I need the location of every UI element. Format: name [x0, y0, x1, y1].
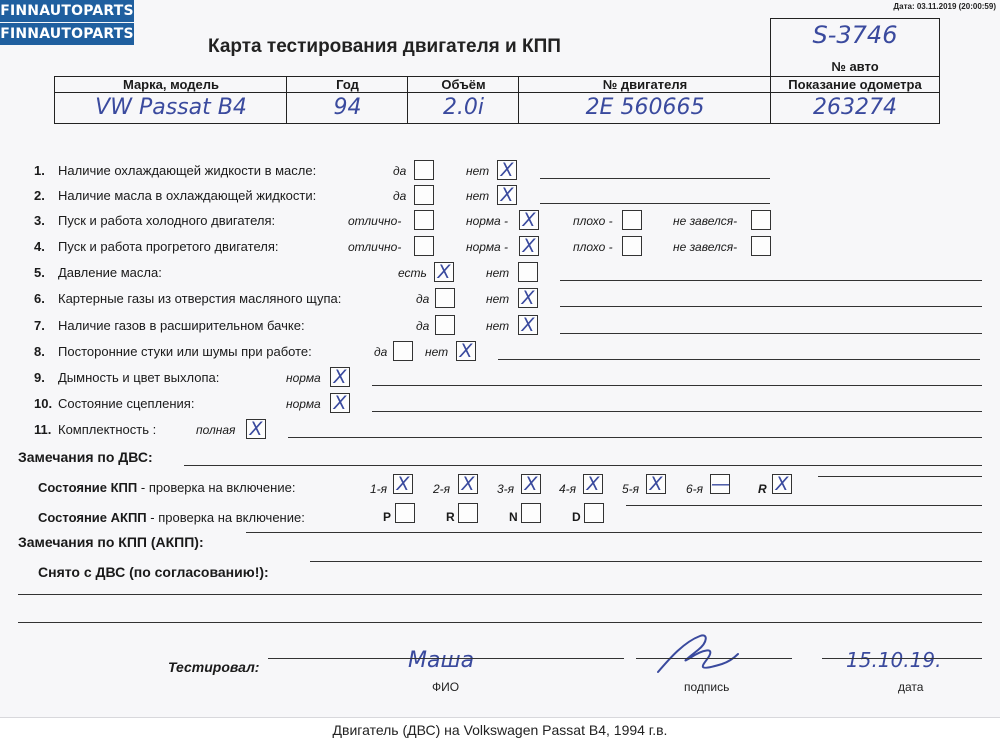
check-row-11: 11. Комплектность : полная X: [0, 419, 1000, 441]
checkbox-yes[interactable]: [393, 341, 413, 361]
check-row-6: 6. Картерные газы из отверстия масляного щупа: да нет X: [0, 288, 1000, 310]
gearbox-remarks-label: Замечания по КПП (АКПП):: [18, 534, 204, 550]
removed-line: [310, 561, 982, 562]
check-label: Пуск и работа холодного двигателя:: [58, 213, 276, 228]
value-volume: 2.0i: [442, 95, 485, 120]
date-caption: дата: [898, 680, 924, 694]
date-stamp: Дата: 03.11.2019 (20:00:59): [893, 2, 996, 11]
blank-line: [18, 622, 982, 623]
vehicle-table: [54, 76, 940, 124]
checkbox-excellent[interactable]: [414, 236, 434, 256]
registration-box: [770, 18, 940, 58]
check-label: Посторонние стуки или шумы при работе:: [58, 344, 312, 359]
value-odometer: 263274: [813, 95, 897, 120]
check-label: Состояние сцепления:: [58, 396, 195, 411]
check-label: Пуск и работа прогретого двигателя:: [58, 239, 279, 254]
checkbox-bad[interactable]: [622, 210, 642, 230]
checkbox-no-start[interactable]: [751, 236, 771, 256]
note-line: [372, 411, 982, 412]
note-line: [540, 178, 770, 179]
check-row-1: 1. Наличие охлаждающей жидкости в масле: да нет X: [0, 160, 1000, 182]
name-line: [268, 658, 624, 659]
image-caption: Двигатель (ДВС) на Volkswagen Passat B4, 1994 г.в.: [332, 722, 668, 738]
check-row-4: 4. Пуск и работа прогретого двигателя: отлично- норма - X плохо - не завелся-: [0, 236, 1000, 258]
date-line: [822, 658, 982, 659]
gear-4-checkbox[interactable]: X: [583, 474, 603, 494]
value-engine-number: 2E 560665: [585, 95, 705, 120]
signature-scribble: [650, 628, 740, 678]
note-line: [560, 333, 982, 334]
check-label: Наличие газов в расширительном бачке:: [58, 318, 305, 333]
header-engine-number: № двигателя: [602, 77, 688, 92]
signature-line: [636, 658, 792, 659]
check-row-10: 10. Состояние сцепления: норма X: [0, 393, 1000, 415]
watermark-logo: FINNAUTOPARTS: [0, 0, 134, 22]
checkbox-no-start[interactable]: [751, 210, 771, 230]
value-make-model: VW Passat B4: [95, 95, 247, 120]
gear-reverse-checkbox[interactable]: X: [772, 474, 792, 494]
page-title: Карта тестирования двигателя и КПП: [208, 36, 561, 57]
checkbox-yes[interactable]: [435, 288, 455, 308]
checkbox-yes[interactable]: [414, 185, 434, 205]
checkbox-yes[interactable]: [414, 160, 434, 180]
signature-caption: подпись: [684, 680, 730, 694]
note-line: [560, 306, 982, 307]
header-volume: Объём: [441, 77, 486, 92]
check-label: Наличие охлаждающей жидкости в масле:: [58, 163, 317, 178]
check-row-3: 3. Пуск и работа холодного двигателя: отлично- норма - X плохо - не завелся-: [0, 210, 1000, 232]
check-label: Дымность и цвет выхлопа:: [58, 370, 220, 385]
check-label: Картерные газы из отверстия масляного щупа:: [58, 291, 342, 306]
position-n-checkbox[interactable]: [521, 503, 541, 523]
checkbox-absent[interactable]: [518, 262, 538, 282]
gear-2-checkbox[interactable]: X: [458, 474, 478, 494]
auto-gearbox-label: Состояние АКПП - проверка на включение:: [38, 510, 305, 525]
gear-1-checkbox[interactable]: X: [393, 474, 413, 494]
name-caption: ФИО: [432, 680, 460, 694]
gear-5-checkbox[interactable]: X: [646, 474, 666, 494]
registration-label: № авто: [770, 58, 940, 76]
position-r-checkbox[interactable]: [458, 503, 478, 523]
checkbox-normal[interactable]: X: [519, 236, 539, 256]
manual-gearbox-line: [818, 476, 982, 477]
checkbox-excellent[interactable]: [414, 210, 434, 230]
checkbox-no[interactable]: X: [518, 315, 538, 335]
check-row-8: 8. Посторонние стуки или шумы при работе: да нет X: [0, 341, 1000, 363]
checkbox-present[interactable]: X: [434, 262, 454, 282]
check-row-9: 9. Дымность и цвет выхлопа: норма X: [0, 367, 1000, 389]
note-line: [288, 437, 982, 438]
position-d-checkbox[interactable]: [584, 503, 604, 523]
header-odometer: Показание одометра: [788, 77, 922, 92]
checkbox-no[interactable]: X: [456, 341, 476, 361]
note-line: [560, 280, 982, 281]
check-row-5: 5. Давление масла: есть X нет: [0, 262, 1000, 284]
removed-label: Снято с ДВС (по согласованию!):: [38, 564, 269, 580]
checkbox-normal[interactable]: X: [519, 210, 539, 230]
tested-by-label: Тестировал:: [168, 659, 260, 675]
checkbox-yes[interactable]: [435, 315, 455, 335]
note-line: [372, 385, 982, 386]
check-label: Комплектность :: [58, 422, 157, 437]
header-year: Год: [336, 77, 359, 92]
check-label: Давление масла:: [58, 265, 162, 280]
test-card-sheet: FINNAUTOPARTS FINNAUTOPARTS Дата: 03.11.2019 (20:00:59) Карта тестирования двигателя и КПП S-3746 № авто Марка, модель Год Объём № двигателя Показание одометра VW Passat B4 94 2.0i 2E 560665 263274 1. Наличие охлаждающей жидкости в масле: да нет X 2. Наличие масла в охлаждающей жидкости: да нет X 3. Пуск и работа холодного двигателя: отлично- норма - X плохо - не завелся- 4. Пуск и работа прогретого двигателя: отлично- норма - X плохо - не завелся- 5. Давление масла: есть X нет 6. Картерные газы из отверстия масляного щупа: да нет X 7. Наличие газов в расширительном бачке: да нет X 8. Посторонние стуки или шумы при работе: да нет X 9. Дымность и цвет выхлопа: норма X 10. Состояние сцепления: норма X 11. Комплектность : полная X Замечания по ДВС: Состояние КПП - проверка на включение: 1-я X 2-я X 3-я X 4-я X 5-я X 6-я — R X Состояние АКПП - проверка на включение: P R N D Замечания по КПП (АКПП): Снято с ДВС (по согласованию!): Тестировал: Маша ФИО подпись 15.10.19. дата: [0, 0, 1000, 718]
check-label: Наличие масла в охлаждающей жидкости:: [58, 188, 317, 203]
position-p-checkbox[interactable]: [395, 503, 415, 523]
registration-value: S-3746: [812, 21, 898, 49]
gear-3-checkbox[interactable]: X: [521, 474, 541, 494]
checkbox-complete[interactable]: X: [246, 419, 266, 439]
watermark-logo: FINNAUTOPARTS: [0, 23, 134, 45]
blank-line: [18, 594, 982, 595]
value-year: 94: [333, 95, 362, 120]
check-row-2: 2. Наличие масла в охлаждающей жидкости: да нет X: [0, 185, 1000, 207]
note-line: [498, 359, 980, 360]
header-make-model: Марка, модель: [122, 77, 220, 92]
checkbox-no[interactable]: X: [497, 185, 517, 205]
gear-6-checkbox[interactable]: —: [711, 473, 730, 495]
gearbox-remarks-line: [246, 532, 982, 533]
checkbox-normal[interactable]: X: [330, 367, 350, 387]
tester-name: Маша: [408, 648, 475, 673]
checkbox-bad[interactable]: [622, 236, 642, 256]
check-row-7: 7. Наличие газов в расширительном бачке: да нет X: [0, 315, 1000, 337]
date-value: 15.10.19.: [846, 648, 942, 672]
note-line: [540, 203, 770, 204]
engine-remarks-label: Замечания по ДВС:: [18, 449, 153, 465]
manual-gearbox-label: Состояние КПП - проверка на включение:: [38, 480, 296, 495]
engine-remarks-line: [184, 465, 982, 466]
checkbox-no[interactable]: X: [518, 288, 538, 308]
checkbox-normal[interactable]: X: [330, 393, 350, 413]
checkbox-no[interactable]: X: [497, 160, 517, 180]
auto-gearbox-line: [626, 505, 982, 506]
